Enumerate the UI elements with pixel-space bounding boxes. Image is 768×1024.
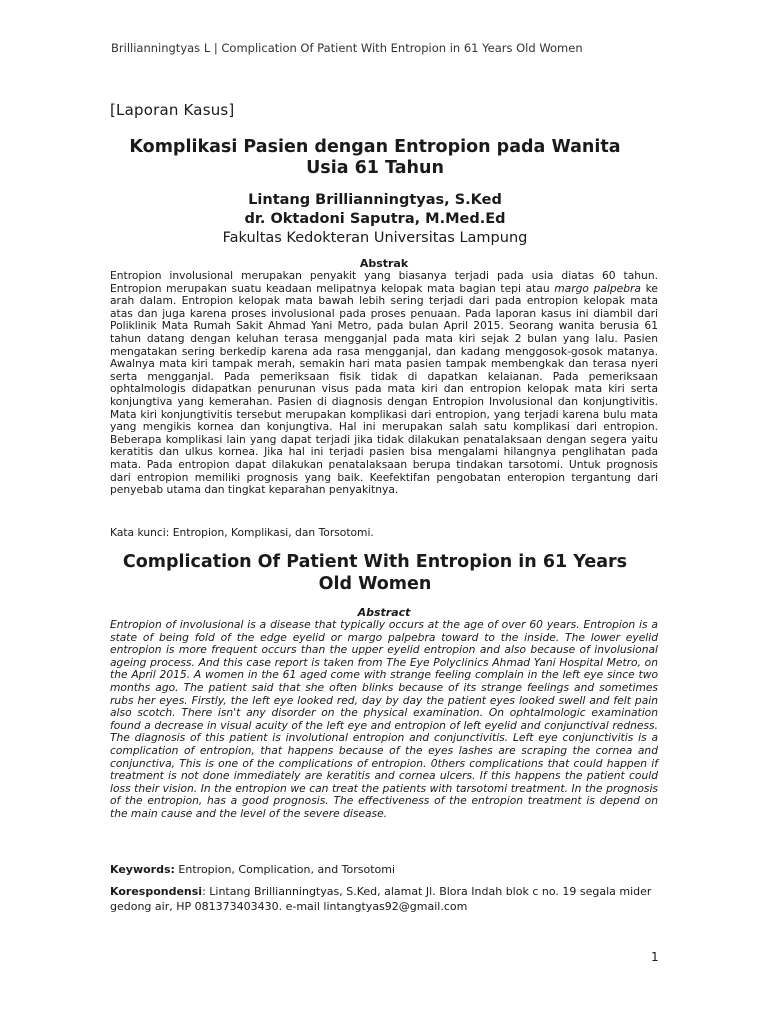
author-2: dr. Oktadoni Saputra, M.Med.Ed bbox=[244, 211, 506, 227]
korespondensi-label: Korespondensi bbox=[110, 885, 203, 898]
abstract-body: Entropion of involusional is a disease that typically occurs at the age of over 60 years. Entropion is a state of being fold of the edge eyelid or margo palpebra toward to the inside. The lower eyelid entropion is more frequent occurs than the upper eyelid entropion and also because of involusional ageing process. And this case report is taken from The Eye Polyclinics Ahmad Yani Hospital Metro, on the April 2015. A women in the 61 aged come with strange feeling complain in the left eye since two months ago. The patient said that she often blinks because of its strange feelings and sometimes rubs her eyes. Firstly, the left eye looked red, day by day the patient eyes looked swell and felt pain also scotch. There isn't any disorder on the physical examination. On ophtalmologic examination found a decrease in visual acuity of the left eye and entropion of left eyelid and conjunctival redness. The diagnosis of this patient is involutional entropion and conjunctivitis. Left eye conjunctivitis is a complication of entropion, that happens because of the eyes lashes are scraping the cornea and conjunctiva, This is one of the complications of entropion. 0thers complications that could happen if treatment is not done immediately are keratitis and cornea ulcers. If this happens the patient could loss their vision. In the entropion we can treat the patients with tarsotomi treatment. In the prognosis of the entropion, has a good prognosis. The effectiveness of the entropion treatment is depend on the main cause and the level of the severe disease. bbox=[110, 618, 658, 820]
kata-kunci: Kata kunci: Entropion, Komplikasi, dan Torsotomi. bbox=[110, 526, 374, 539]
abstrak-heading: Abstrak bbox=[359, 257, 409, 270]
keywords bbox=[110, 863, 395, 876]
title-english bbox=[110, 551, 640, 595]
author-block bbox=[110, 191, 640, 248]
running-header: Brillianningtyas L | Complication Of Patient With Entropion in 61 Years Old Women bbox=[111, 41, 583, 55]
abstrak-italic-term: margo palpebra bbox=[554, 281, 641, 295]
affiliation: Fakultas Kedokteran Universitas Lampung bbox=[222, 230, 528, 246]
title-indonesian bbox=[110, 137, 640, 179]
abstract-heading: Abstract bbox=[357, 606, 411, 619]
title-indonesian-line2: Usia 61 Tahun bbox=[306, 158, 444, 178]
author-1: Lintang Brillianningtyas, S.Ked bbox=[248, 192, 502, 208]
abstrak-text-part1: Entropion involusional merupakan penyakit yang biasanya terjadi pada usia diatas 60 tahun. Entropion merupakan suatu keadaan melipatnya kelopak mata bagian tepi atau bbox=[110, 269, 658, 295]
title-english-line2: Old Women bbox=[318, 574, 432, 594]
keywords-text: Entropion, Complication, and Torsotomi bbox=[174, 863, 396, 876]
abstrak-text-part2: ke arah dalam. Entropion kelopak mata bawah lebih sering terjadi dari pada entropion kelopak mata atas dan juga karena proses involusional pada proses penuaan. Pada laporan kasus ini diambil dari Poliklinik Mata Rumah Sakit Ahmad Yani Metro, pada bulan April 2015. Seorang wanita berusia 61 tahun datang dengan keluhan terasa mengganjal pada mata kiri sejak 2 bulan yang lalu. Pasien mengatakan sering berkedip karena ada rasa mengganjal, dan kadang menggosok-gosok matanya. Awalnya mata kiri tampak merah, semakin hari mata pasien tampak membengkak dan terasa nyeri serta mengganjal. Pada pemeriksaan fisik tidak di dapatkan kelaianan. Pada pemeriksaan ophtalmologis didapatkan penurunan visus pada mata kiri dan entropion kelopak mata kiri serta konjungtiva yang kemerahan. Pasien di diagnosis dengan Entropion Involusional dan konjungtivitis. Mata kiri konjungtivitis tersebut merupakan komplikasi dari entropion, yang terjadi karena bulu mata yang mengikis kornea dan konjungtiva. Hal ini merupakan salah satu komplikasi dari entropion. Beberapa komplikasi lain yang dapat terjadi jika tidak dilakukan penatalaksaan dengan segera yaitu keratitis dan ulkus kornea. Jika hal ini terjadi pasien bisa mengalami hilangnya penglihatan pada mata. Pada entropion dapat dilakukan penatalaksaan berupa tindakan tarsotomi. Untuk prognosis dari entropion memiliki prognosis yang baik. Keefektifan pengobatan enteropion tergantung dari penyebab utama dan tingkat keparahan penyakitnya. bbox=[110, 281, 658, 497]
korespondensi-text: : Lintang Brillianningtyas, S.Ked, alamat Jl. Blora Indah blok c no. 19 segala mider gedong air, HP 081373403430. e-mail lintangtyas92@gmail.com bbox=[110, 885, 652, 913]
section-tag: [Laporan Kasus] bbox=[110, 101, 235, 119]
title-indonesian-line1: Komplikasi Pasien dengan Entropion pada Wanita bbox=[129, 137, 621, 157]
korespondensi bbox=[110, 885, 658, 914]
abstrak-body bbox=[110, 270, 658, 497]
title-english-line1: Complication Of Patient With Entropion in 61 Years bbox=[122, 552, 628, 572]
page-number: 1 bbox=[651, 950, 659, 964]
keywords-label: Keywords: bbox=[110, 863, 175, 876]
